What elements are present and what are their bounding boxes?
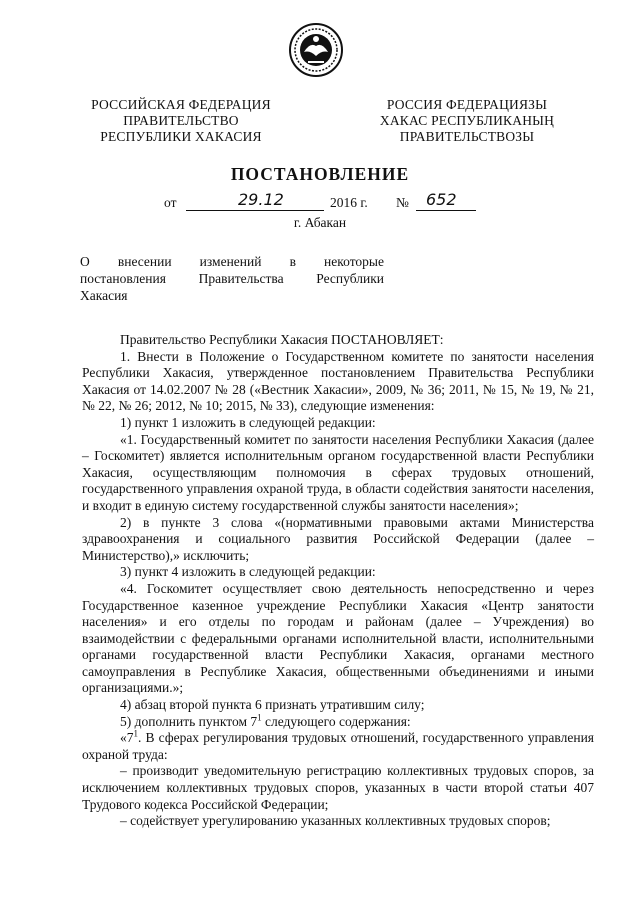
paragraph-text: следующего содержания: — [261, 713, 411, 729]
handwritten-date: 29.12 — [238, 190, 284, 209]
republic-emblem-icon — [288, 22, 344, 78]
header-left-line: РОССИЙСКАЯ ФЕДЕРАЦИЯ — [91, 97, 271, 112]
number-underline — [416, 210, 476, 211]
paragraph: 2) в пункте 3 слова «(нормативными правовыми актами Министерства здравоохранения и социального развития Российской Федерации (далее – Министерство),» исключить; — [82, 514, 594, 563]
header-right-line: ПРАВИТЕЛЬСТВОЗЫ — [399, 129, 535, 144]
superscript: 1 — [133, 728, 138, 739]
paragraph-text: . В сферах регулирования трудовых отношений, государственного управления охраной труда: — [82, 730, 594, 762]
paragraph — [82, 730, 594, 763]
paragraph — [82, 714, 594, 731]
paragraph: – содействует урегулированию указанных коллективных трудовых споров; — [120, 813, 551, 829]
header-right-line: РОССИЯ ФЕДЕРАЦИЯЗЫ — [386, 97, 548, 112]
subject-line: О внесении изменений в некоторые — [80, 254, 384, 269]
header-right — [360, 97, 574, 145]
date-number-line — [164, 190, 484, 213]
city-label: г. Абакан — [293, 215, 347, 230]
handwritten-number: 652 — [426, 190, 457, 209]
number-sign: № — [396, 195, 409, 210]
paragraph-text: 5) дополнить пунктом 7 — [120, 713, 258, 729]
document-subject — [80, 253, 384, 304]
header-left — [74, 97, 288, 145]
date-underline — [186, 210, 324, 211]
paragraph: 1) пункт 1 изложить в следующей редакции: — [120, 414, 376, 430]
superscript: 1 — [257, 712, 262, 723]
paragraph: «4. Госкомитет осуществляет свою деятельность непосредственно и через Государственное казенное учреждение Республики Хакасия «Центр занятости населения» и его отделы по городам и районам (далее – Учреждения) во взаимодействии с федеральными органами исполнительной власти, исполнительными органами государственной власти Республики Хакасия, органами местного самоуправления в Республике Хакасия, общественными объединениями и иными организациями.»; — [82, 580, 594, 696]
subject-line: постановления Правительства Республики — [80, 271, 384, 286]
paragraph: – производит уведомительную регистрацию коллективных трудовых споров, за исключением коллективных трудовых споров, указанных в части второй статьи 407 Трудового кодекса Российской Федерации; — [82, 763, 594, 812]
header-left-line: РЕСПУБЛИКИ ХАКАСИЯ — [100, 129, 262, 144]
header-right-line: ХАКАС РЕСПУБЛИКАНЫҢ — [379, 113, 555, 128]
paragraph: «1. Государственный комитет по занятости населения Республики Хакасия (далее – Госкомитет) является исполнительным органом государственной власти Республики Хакасия, осуществляющим полномочия в сферах трудовых отношений, государственного управления охраной труда, в области содействия занятости населения, и входит в единую систему государственной службы занятости населения»; — [82, 431, 594, 513]
header-left-line: ПРАВИТЕЛЬСТВО — [123, 113, 239, 128]
document-body — [82, 332, 594, 830]
paragraph: 1. Внести в Положение о Государственном комитете по занятости населения Республики Хакасия, утвержденное постановлением Правительства Республики Хакасия от 14.02.2007 № 28 («Вестник Хакасии», 2009, № 36; 2011, № 15, № 19, № 21, № 22, № 26; 2012, № 10; 2015, № 33), следующие изменения: — [82, 348, 594, 414]
subject-line: Хакасия — [80, 288, 128, 303]
year-label: 2016 г. — [330, 195, 368, 210]
intro-paragraph: Правительство Республики Хакасия ПОСТАНОВЛЯЕТ: — [120, 332, 444, 347]
paragraph-text: «7 — [120, 730, 134, 746]
date-prefix: от — [164, 195, 177, 210]
paragraph: 3) пункт 4 изложить в следующей редакции: — [120, 564, 376, 580]
document-title: ПОСТАНОВЛЕНИЕ — [230, 164, 410, 184]
paragraph: 4) абзац второй пункта 6 признать утратившим силу; — [120, 697, 425, 713]
